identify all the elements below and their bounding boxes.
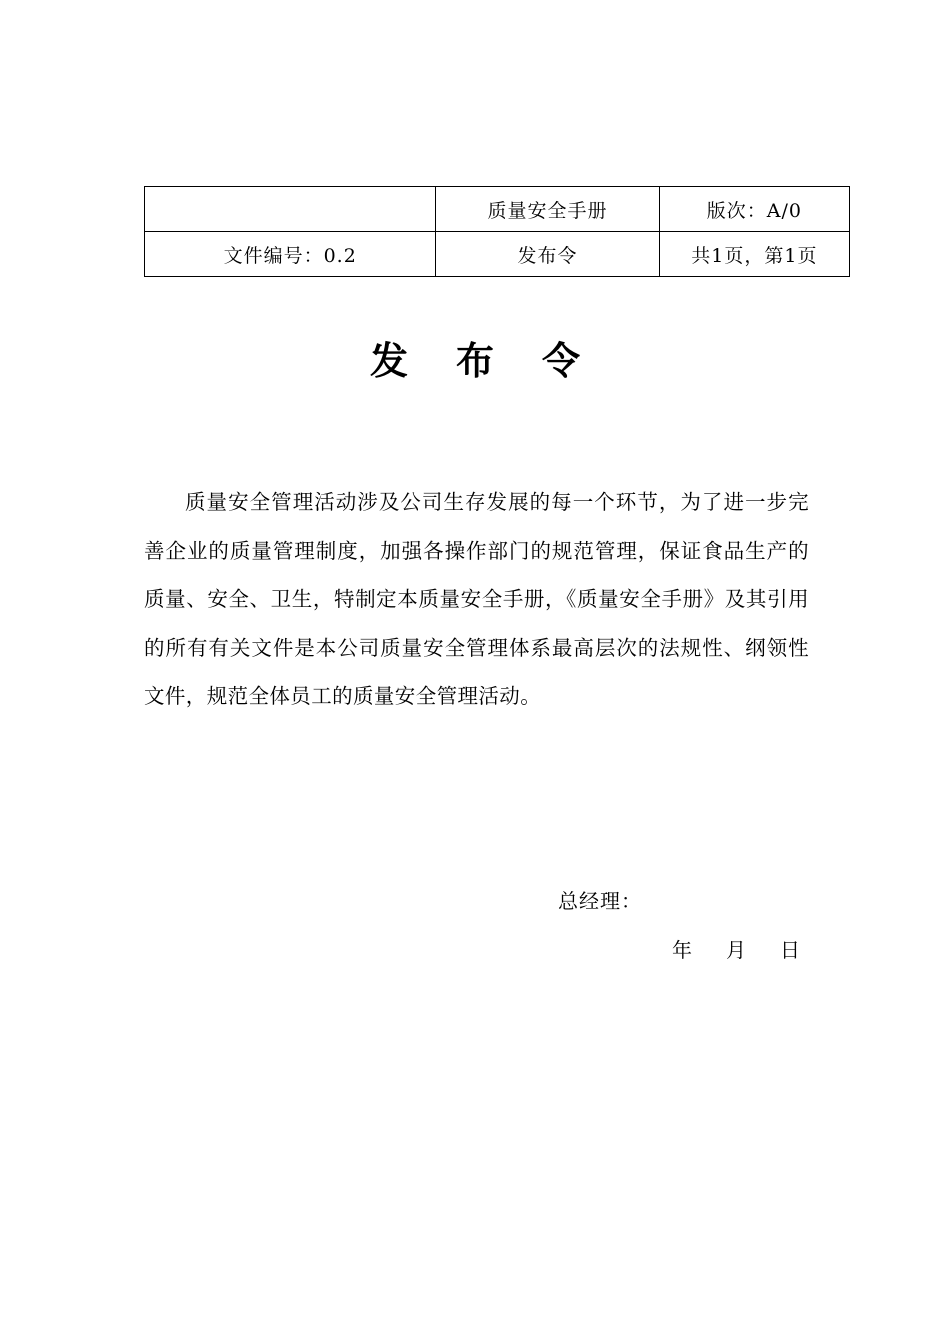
page-count-cell: 共1页，第1页 (659, 232, 849, 277)
title-char-2: 布 (455, 338, 494, 383)
title-char-1: 发 (369, 338, 408, 383)
header-row-2 (145, 232, 850, 277)
document-number-cell: 文件编号：0.2 (145, 232, 436, 277)
title-char-3: 令 (542, 338, 581, 383)
date-line (672, 934, 800, 963)
header-row-1 (145, 187, 850, 232)
general-manager-signature-label: 总经理： (558, 889, 642, 913)
document-title (0, 330, 950, 385)
header-empty-cell (145, 187, 436, 232)
body-paragraph: 质量安全管理活动涉及公司生存发展的每一个环节，为了进一步完善企业的质量管理制度，加强各操作部门的规范管理，保证食品生产的质量、安全、卫生，特制定本质量安全手册，《质量安全手册》及其引用的所有有关文件是本公司质量安全管理体系最高层次的法规性、纲领性文件，规范全体员工的质量安全管理活动。 (144, 490, 809, 708)
date-year-label: 年 (672, 938, 692, 962)
version-cell: 版次：A/0 (659, 187, 849, 232)
document-header-table (144, 186, 850, 277)
date-day-label: 日 (780, 938, 800, 962)
section-name-cell: 发布令 (436, 232, 659, 277)
manual-name-cell: 质量安全手册 (436, 187, 659, 232)
date-month-label: 月 (726, 938, 746, 962)
